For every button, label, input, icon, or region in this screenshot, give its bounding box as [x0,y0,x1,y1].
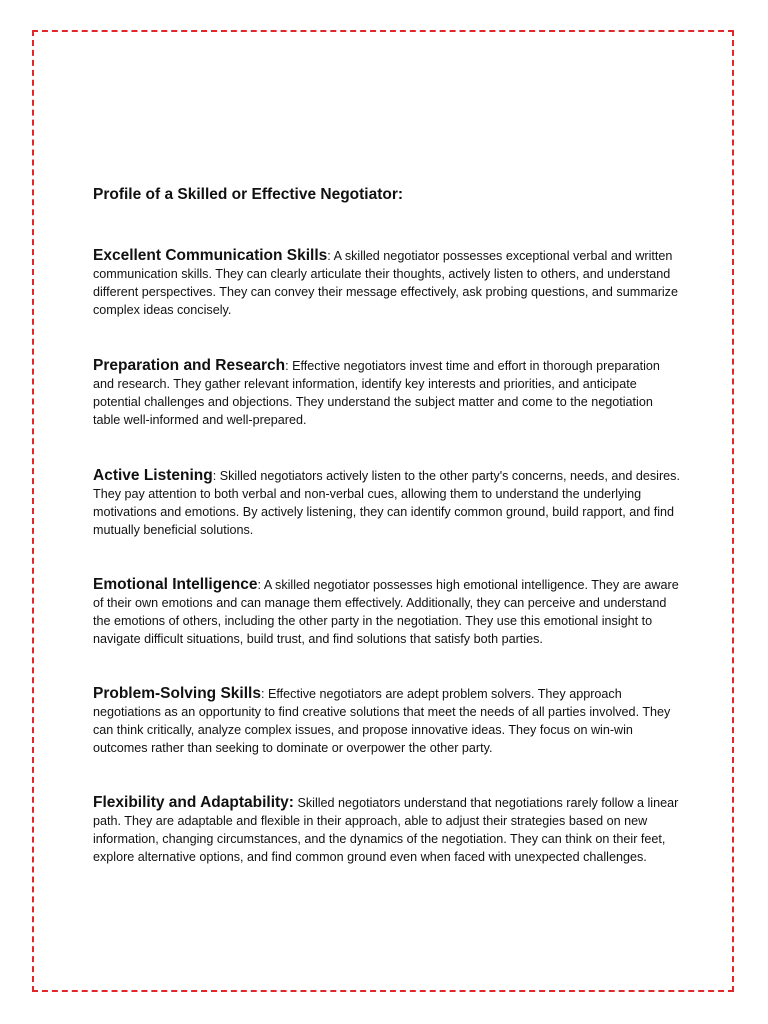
section-heading: Flexibility and Adaptability: [93,794,294,811]
section-heading: Preparation and Research [93,357,286,374]
section-separator: : [285,359,293,373]
section-active-listening [93,467,683,539]
section-flexibility-adaptability [93,794,683,866]
section-preparation-research [93,357,683,429]
section-body: Effective negotiators invest time and effort in thorough preparation and research. They gather relevant information, identify key interests and priorities, and anticipate potential challenges and objections. They understand the subject matter and come to the negotiation table well-informed and well-prepared. [93,359,660,427]
section-heading: Excellent Communication Skills [93,247,328,264]
section-body: Effective negotiators are adept problem solvers. They approach negotiations as an opportunity to find creative solutions that meet the needs of all parties involved. They can think critically, analyze complex issues, and propose innovative ideas. They focus on win-win outcomes rather than seeking to dominate or overpower the other party. [93,687,671,755]
section-body: Skilled negotiators understand that negotiations rarely follow a linear path. They are adaptable and flexible in their approach, able to adjust their strategies based on new information, changing circumstances, and the dynamics of the negotiation. They can think on their feet, explore alternative options, and find common ground even when faced with unexpected challenges. [93,796,679,864]
section-separator: : [260,687,268,701]
section-heading: Emotional Intelligence [93,576,258,593]
section-heading: Problem-Solving Skills [93,685,261,702]
section-communication-skills [93,247,683,319]
section-emotional-intelligence [93,576,683,648]
section-separator: : [212,469,220,483]
document-title: Profile of a Skilled or Effective Negotiator: [93,186,404,203]
section-body: Skilled negotiators actively listen to the other party's concerns, needs, and desires. They pay attention to both verbal and non-verbal cues, allowing them to understand the underlying motivations and emotions. By actively listening, they can identify common ground, build rapport, and find mutually beneficial solutions. [93,469,680,537]
section-separator: : [257,578,264,592]
document-content [93,184,683,866]
section-problem-solving [93,685,683,757]
section-heading: Active Listening [93,467,213,484]
section-separator: : [327,249,334,263]
section-body: A skilled negotiator possesses exceptional verbal and written communication skills. They can clearly articulate their thoughts, actively listen to others, and understand different perspectives. They can convey their message effectively, ask probing questions, and summarize complex ideas concisely. [93,249,678,317]
section-body: A skilled negotiator possesses high emotional intelligence. They are aware of their own emotions and can manage them effectively. Additionally, they can perceive and understand the emotions of others, including the other party in the negotiation. They use this emotional insight to navigate difficult situations, build trust, and find solutions that satisfy both parties. [93,578,679,646]
